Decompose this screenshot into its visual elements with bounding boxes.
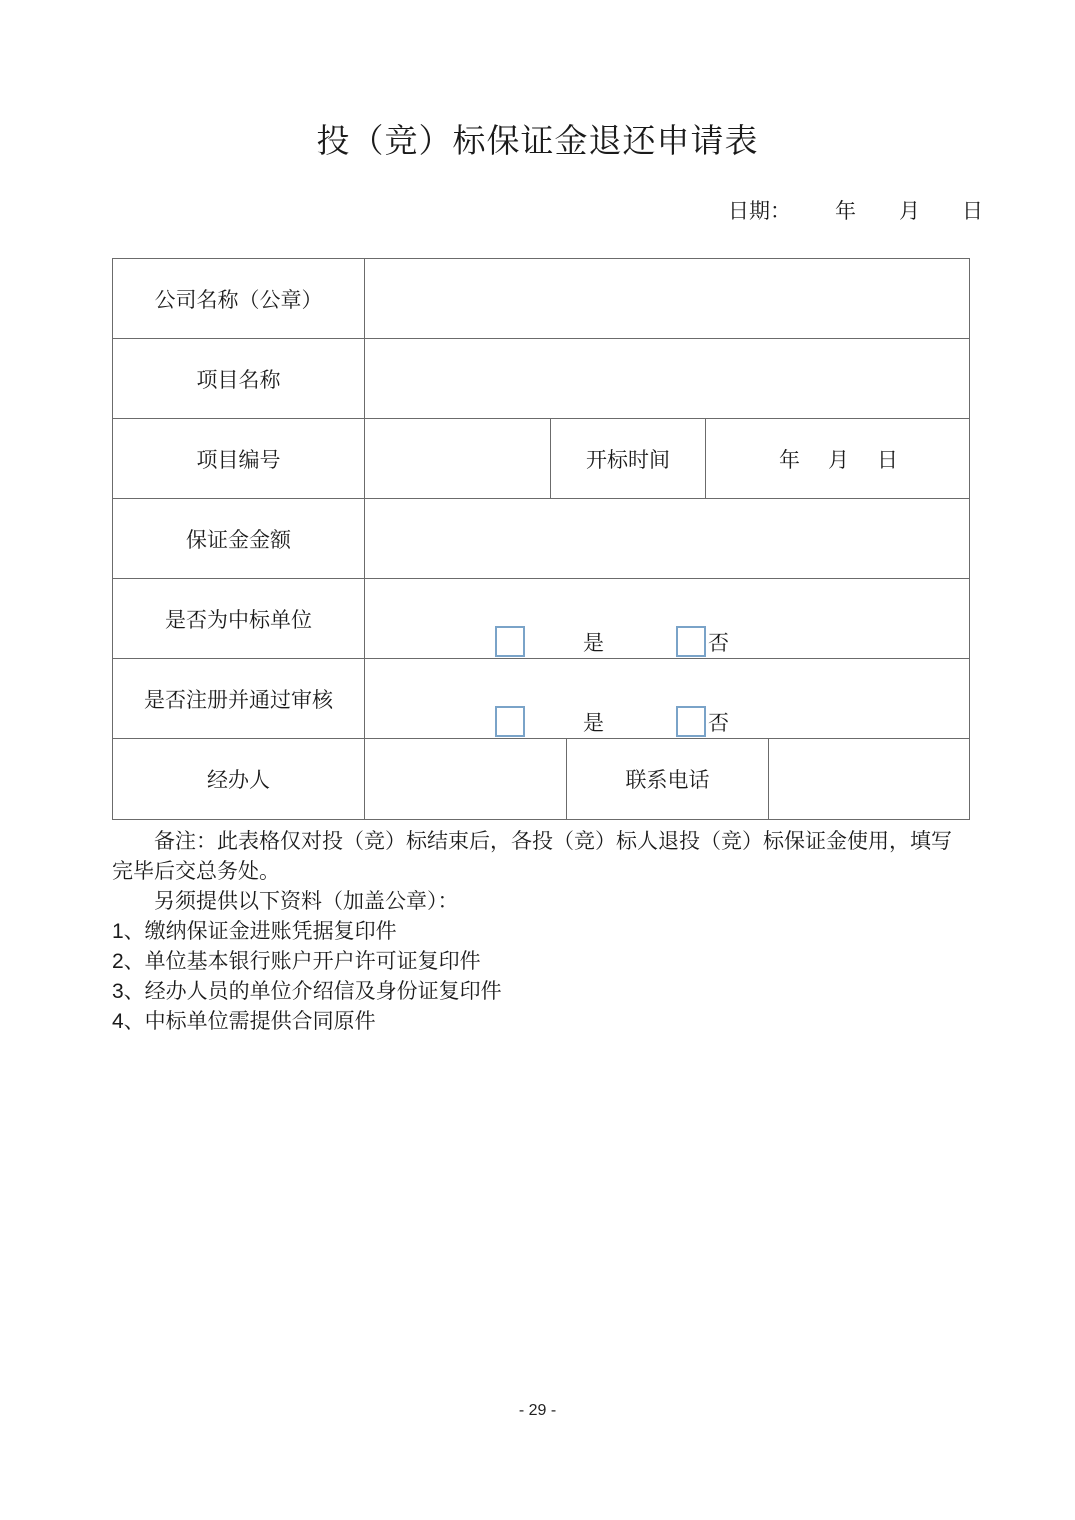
list-item: 4、中标单位需提供合同原件	[112, 1010, 376, 1033]
date-year-label: 年	[835, 200, 856, 223]
required-documents-list	[112, 917, 970, 1037]
registered-no-checkbox[interactable]	[676, 706, 706, 737]
page-content	[112, 198, 983, 1037]
application-form-table	[112, 258, 970, 820]
agent-label: 经办人	[113, 739, 365, 819]
table-row-registered-approved	[113, 659, 969, 739]
list-item: 1、缴纳保证金进账凭据复印件	[112, 920, 397, 943]
date-month-label: 月	[899, 200, 920, 223]
date-day-label: 日	[962, 200, 983, 223]
contact-phone-label: 联系电话	[567, 739, 769, 819]
winning-bidder-yes-checkbox[interactable]	[495, 626, 525, 657]
page-title: 投（竞）标保证金退还申请表	[316, 122, 759, 159]
winning-bidder-choice-cell	[365, 579, 971, 658]
ymd-month-label: 月	[828, 448, 849, 472]
company-name-input-cell[interactable]	[365, 259, 971, 338]
list-item: 3、经办人员的单位介绍信及身份证复印件	[112, 980, 502, 1003]
company-name-label: 公司名称（公章）	[113, 259, 365, 338]
table-row-project-name	[113, 339, 969, 419]
project-name-input-cell[interactable]	[365, 339, 971, 418]
project-name-label: 项目名称	[113, 339, 365, 418]
yes-no-line	[495, 626, 729, 657]
yes-no-line	[495, 706, 729, 737]
agent-input-cell[interactable]	[365, 739, 567, 819]
yes-label: 是	[583, 631, 604, 655]
remark-paragraph: 备注：此表格仅对投（竞）标结束后，各投（竞）标人退投（竞）标保证金使用，填写完毕后交总务处。	[112, 830, 952, 883]
table-row-project-number	[113, 419, 969, 499]
table-row-agent	[113, 739, 969, 819]
ymd-day-label: 日	[877, 448, 898, 472]
registered-approved-label: 是否注册并通过审核	[113, 659, 365, 738]
bid-opening-date-cell[interactable]	[706, 419, 971, 498]
date-label: 日期：	[728, 200, 791, 223]
project-number-label: 项目编号	[113, 419, 365, 498]
ymd-year-label: 年	[779, 448, 800, 472]
winning-bidder-no-checkbox[interactable]	[676, 626, 706, 657]
page-number: - 29 -	[518, 1402, 557, 1419]
table-row-winning-bidder	[113, 579, 969, 659]
contact-phone-input-cell[interactable]	[769, 739, 971, 819]
table-row-deposit-amount	[113, 499, 969, 579]
list-item: 2、单位基本银行账户开户许可证复印件	[112, 950, 481, 973]
notes-section	[112, 827, 970, 1037]
registered-approved-choice-cell	[365, 659, 971, 738]
table-row-company-name	[113, 259, 969, 339]
date-line	[112, 198, 983, 225]
deposit-amount-input-cell[interactable]	[365, 499, 971, 578]
project-number-input-cell[interactable]	[365, 419, 551, 498]
winning-bidder-label: 是否为中标单位	[113, 579, 365, 658]
supplement-paragraph: 另须提供以下资料（加盖公章）：	[154, 890, 459, 913]
yes-label: 是	[583, 711, 604, 735]
no-label: 否	[708, 711, 729, 735]
bid-opening-time-label: 开标时间	[551, 419, 706, 498]
no-label: 否	[708, 631, 729, 655]
deposit-amount-label: 保证金金额	[113, 499, 365, 578]
registered-yes-checkbox[interactable]	[495, 706, 525, 737]
